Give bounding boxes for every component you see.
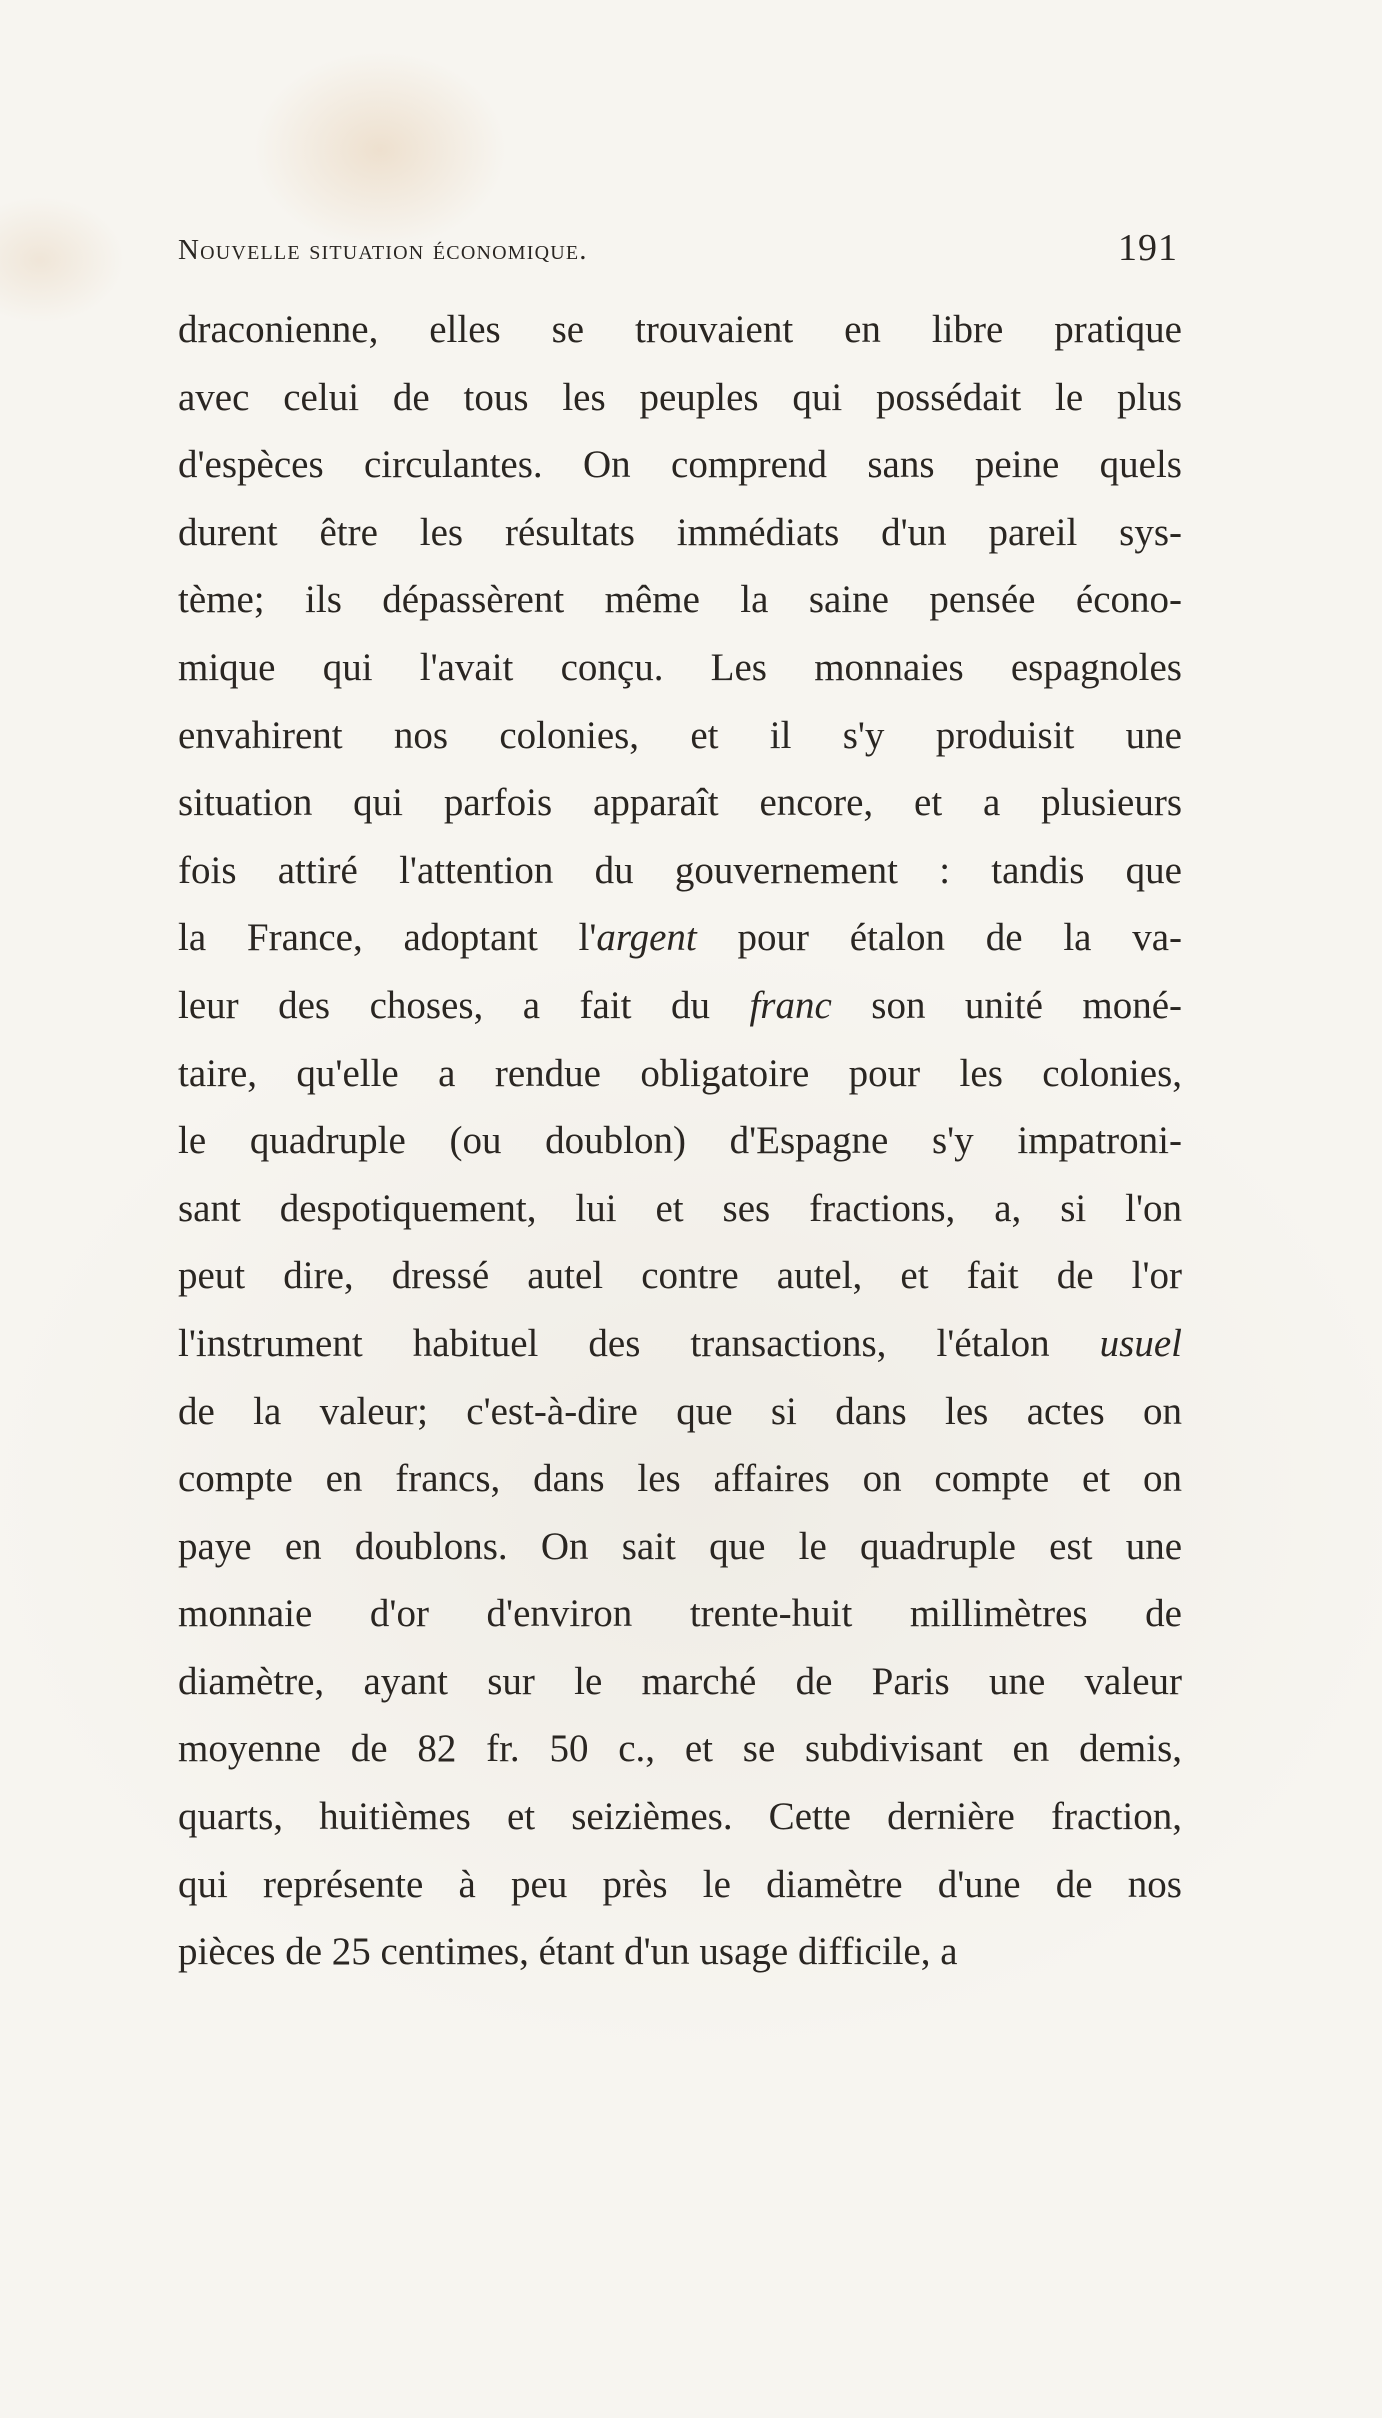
text-line: draconienne, elles se trouvaient en libre pratique: [178, 308, 1182, 351]
italic-word: franc: [749, 983, 832, 1027]
text-line: taire, qu'elle a rendue obligatoire pour les colonies,: [178, 1051, 1182, 1095]
text-line: de la valeur; c'est-à-dire que si dans les actes on: [178, 1389, 1182, 1433]
text-line: [178, 972, 1182, 1040]
running-title: Nouvelle situation économique.: [178, 234, 588, 266]
text-line: paye en doublons. On sait que le quadruple est une: [178, 1524, 1182, 1568]
text-line: avec celui de tous les peuples qui possédait le plus: [178, 375, 1182, 419]
text-line: situation qui parfois apparaît encore, et a plusieurs: [178, 781, 1182, 825]
text-line: envahirent nos colonies, et il s'y produisit une: [178, 713, 1182, 757]
text-segment: pour étalon de la va-: [696, 916, 1183, 960]
text-line: pièces de 25 centimes, étant d'un usage difficile, a: [178, 1930, 958, 1974]
text-line: [178, 1310, 1182, 1378]
text-line: fois attiré l'attention du gouvernement : tandis que: [178, 848, 1182, 892]
page-number: 191: [1118, 227, 1178, 269]
italic-word: argent: [596, 916, 697, 960]
text-line: monnaie d'or d'environ trente-huit millimètres de: [178, 1592, 1182, 1636]
text-line: mique qui l'avait conçu. Les monnaies espagnoles: [178, 645, 1182, 689]
text-line: [178, 904, 1182, 972]
text-line: quarts, huitièmes et seizièmes. Cette dernière fraction,: [178, 1795, 1182, 1839]
text-line: compte en francs, dans les affaires on compte et on: [178, 1457, 1182, 1501]
text-line: tème; ils dépassèrent même la saine pensée écono-: [178, 578, 1182, 622]
text-line: durent être les résultats immédiats d'un pareil sys-: [178, 510, 1182, 554]
text-line: moyenne de 82 fr. 50 c., et se subdivisant en demis,: [178, 1727, 1182, 1771]
text-line: le quadruple (ou doublon) d'Espagne s'y impatroni-: [178, 1119, 1182, 1163]
text-line: d'espèces circulantes. On comprend sans peine quels: [178, 443, 1182, 487]
text-segment: leur des choses, a fait du: [178, 983, 750, 1027]
text-line: diamètre, ayant sur le marché de Paris une valeur: [178, 1659, 1182, 1703]
page-header: [178, 226, 1178, 272]
text-line: peut dire, dressé autel contre autel, et fait de l'or: [178, 1254, 1182, 1298]
body-text: [178, 296, 1182, 1986]
text-segment: l'instrument habituel des transactions, l'étalon: [178, 1321, 1100, 1365]
text-line: sant despotiquement, lui et ses fractions, a, si l'on: [178, 1186, 1182, 1230]
text-segment: son unité moné-: [831, 983, 1183, 1027]
italic-word: usuel: [1099, 1321, 1182, 1365]
text-line: qui représente à peu près le diamètre d'une de nos: [178, 1862, 1182, 1906]
text-segment: la France, adoptant l': [178, 916, 597, 960]
